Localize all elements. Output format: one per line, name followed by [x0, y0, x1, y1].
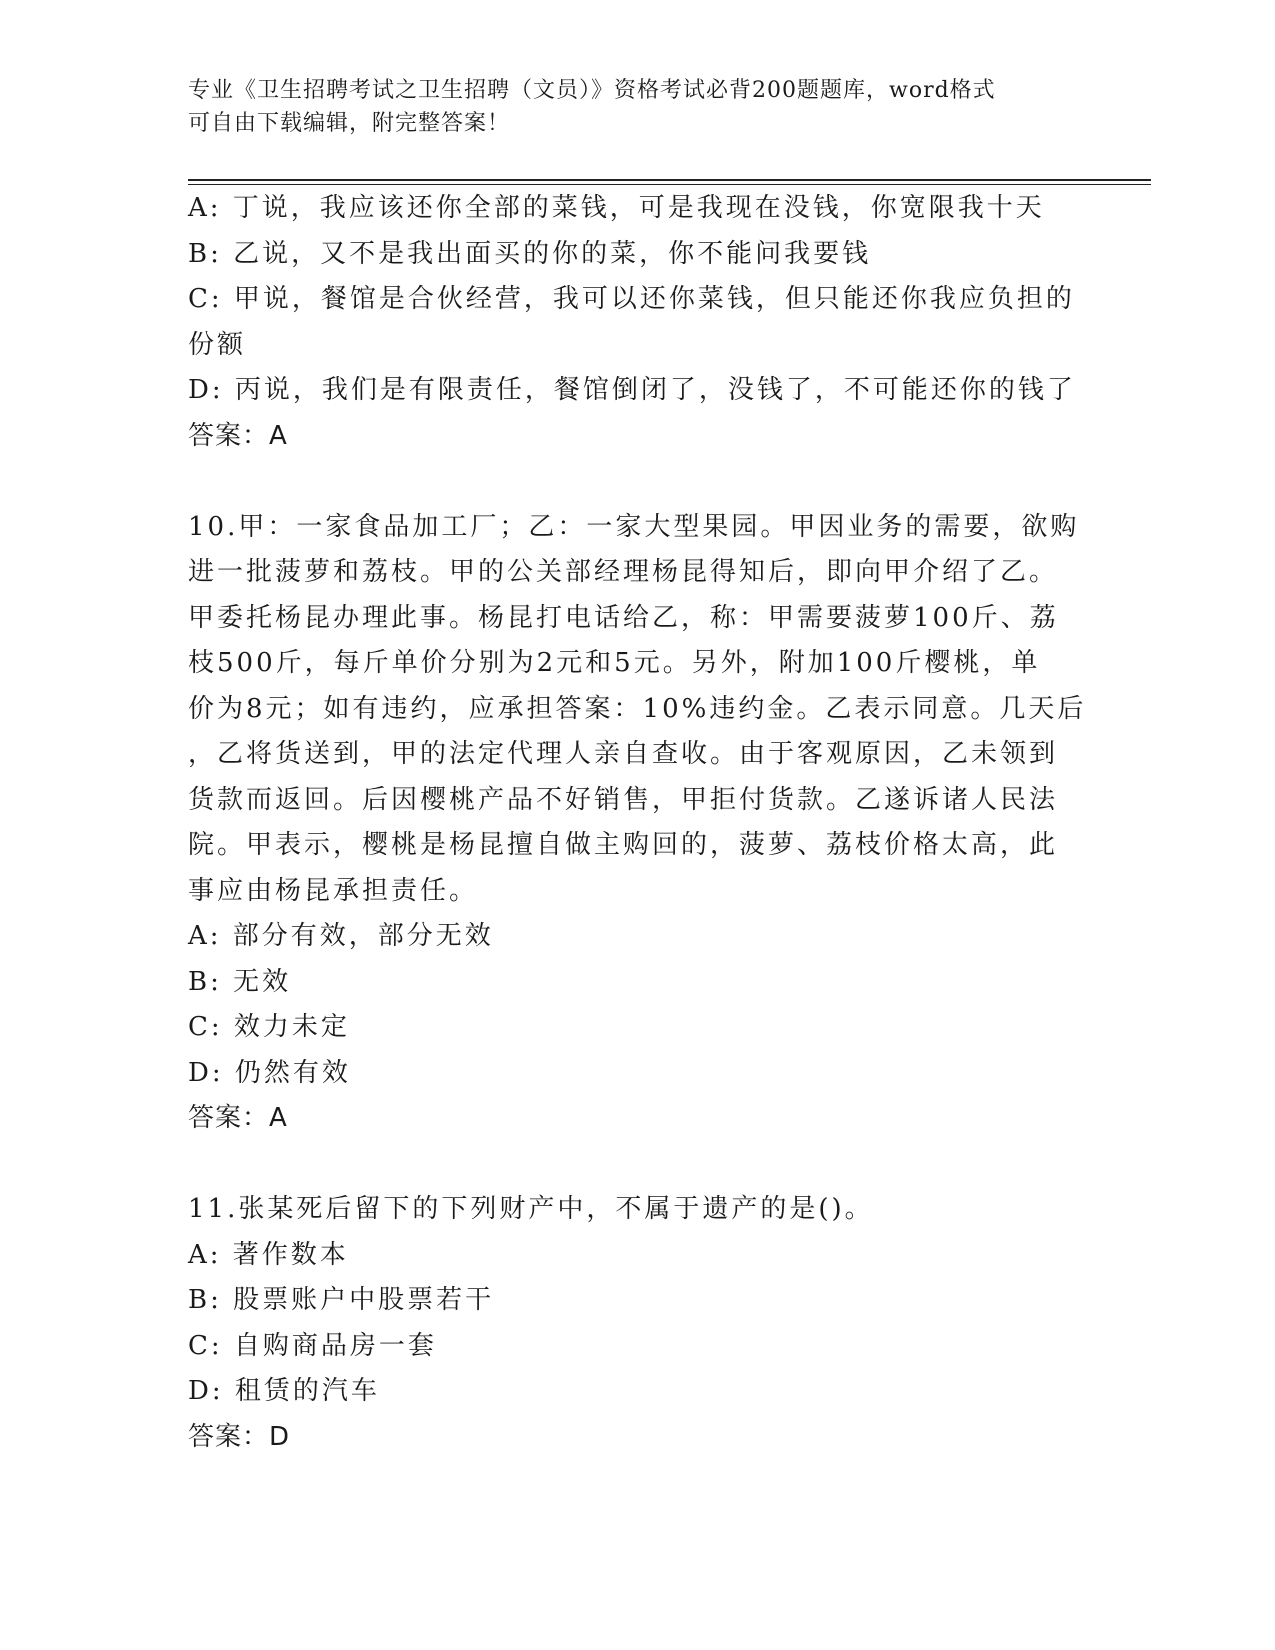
q10-stem-line: 枝500斤，每斤单价分别为2元和5元。另外，附加100斤樱桃，单	[188, 648, 1041, 678]
q9-option-c-line-2: 份额	[188, 329, 247, 360]
q9-option-c-line-1: C: 甲说，餐馆是合伙经营，我可以还你菜钱，但只能还你我应负担的	[188, 284, 1075, 314]
q11-stem: 11.张某死后留下的下列财产中，不属于遗产的是()。	[188, 1194, 874, 1224]
q11-option-d: D: 租赁的汽车	[188, 1376, 380, 1406]
q10-stem-line: 甲委托杨昆办理此事。杨昆打电话给乙，称：甲需要菠萝100斤、荔	[188, 602, 1059, 633]
q9-option-a: A: 丁说，我应该还你全部的菜钱，可是我现在没钱，你宽限我十天	[188, 193, 1045, 223]
header-line-1: 专业《卫生招聘考试之卫生招聘（文员）》资格考试必背200题题库，word格式	[188, 78, 996, 103]
header-rule-thick	[188, 179, 1151, 181]
q10-stem-line: 进一批菠萝和荔枝。甲的公关部经理杨昆得知后，即向甲介绍了乙。	[188, 557, 1059, 587]
q10-option-d: D: 仍然有效	[188, 1057, 351, 1088]
q10-option-a: A: 部分有效，部分无效	[188, 921, 494, 951]
q11-option-a: A: 著作数本	[188, 1239, 349, 1270]
q9-option-b: B: 乙说，又不是我出面买的你的菜，你不能问我要钱	[188, 238, 872, 269]
question-spacer	[188, 459, 1088, 505]
question-9	[188, 186, 1088, 459]
question-spacer	[188, 1142, 1088, 1188]
q11-option-c: C: 自购商品房一套	[188, 1330, 437, 1361]
q10-option-c: C: 效力未定	[188, 1012, 350, 1042]
document-header	[188, 74, 1068, 140]
question-11	[188, 1187, 1088, 1460]
q10-answer: 答案：A	[188, 1103, 288, 1133]
q10-stem-line: ，乙将货送到，甲的法定代理人亲自查收。由于客观原因，乙未领到	[188, 739, 1059, 769]
q10-stem-line: 事应由杨昆承担责任。	[188, 875, 479, 906]
question-10	[188, 505, 1088, 1142]
q11-option-b: B: 股票账户中股票若干	[188, 1285, 495, 1315]
q9-answer: 答案：A	[188, 420, 288, 451]
q9-option-d: D: 丙说，我们是有限责任，餐馆倒闭了，没钱了，不可能还你的钱了	[188, 375, 1076, 405]
header-line-2: 可自由下载编辑，附完整答案！	[188, 111, 511, 136]
document-body	[188, 186, 1088, 1460]
header-rule-thin	[188, 184, 1151, 185]
q10-option-b: B: 无效	[188, 966, 292, 997]
q10-stem-line: 10.甲：一家食品加工厂；乙：一家大型果园。甲因业务的需要，欲购	[188, 511, 1080, 542]
q10-stem-line: 价为8元；如有违约，应承担答案：10%违约金。乙表示同意。几天后	[188, 693, 1087, 724]
q10-stem-line: 院。甲表示，樱桃是杨昆擅自做主购回的，菠萝、荔枝价格太高，此	[188, 830, 1059, 860]
q11-answer: 答案：D	[188, 1421, 291, 1452]
q10-stem-line: 货款而返回。后因樱桃产品不好销售，甲拒付货款。乙遂诉诸人民法	[188, 784, 1059, 815]
